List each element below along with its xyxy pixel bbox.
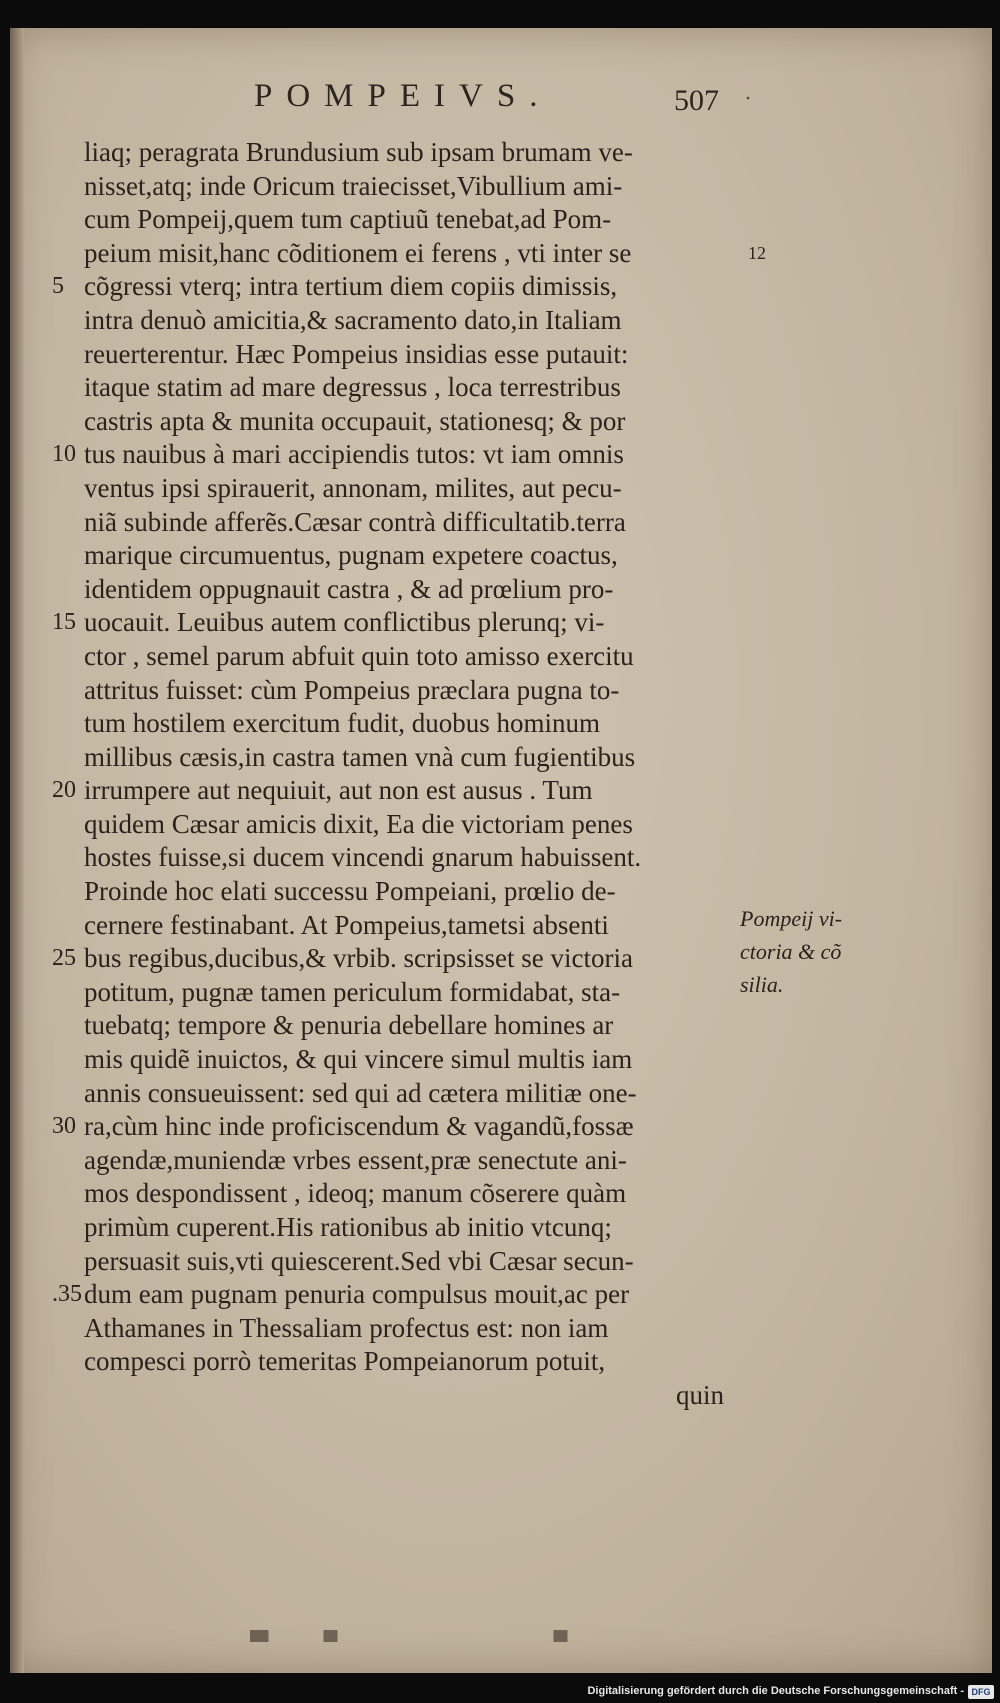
text-line-content: cum Pompeij,quem tum captiuũ tenebat,ad Pom-	[84, 204, 612, 235]
text-line-content: ra,cùm hinc inde proficiscendum & vagandũ,fossæ	[84, 1111, 634, 1142]
text-line	[52, 1278, 744, 1312]
text-line-content: reuerterentur. Hæc Pompeius insidias esse putauit:	[84, 338, 629, 369]
text-line-content: agendæ,muniendæ vrbes essent,præ senectute ani-	[84, 1144, 627, 1175]
text-line-content: persuasit suis,vti quiescerent.Sed vbi Cæsar secun-	[84, 1245, 634, 1276]
line-number: .35	[52, 1281, 82, 1308]
text-line-content: bus regibus,ducibus,& vrbib. scripsisset se victoria	[84, 943, 633, 974]
text-line-content: hostes fuisse,si ducem vincendi gnarum habuissent.	[84, 842, 642, 873]
text-line	[84, 909, 744, 943]
text-line	[52, 942, 744, 976]
text-line-content: tuebatq; tempore & penuria debellare homines ar	[84, 1010, 614, 1041]
text-line	[84, 1177, 744, 1211]
text-line	[84, 741, 744, 775]
text-line	[52, 1110, 744, 1144]
text-line-content: ventus ipsi spirauerit, annonam, milites, aut pecu-	[84, 472, 622, 503]
line-number: 10	[52, 441, 76, 468]
text-line	[52, 774, 744, 808]
line-number: 30	[52, 1113, 76, 1140]
text-line-content: nisset,atq; inde Oricum traiecisset,Vibullium ami-	[84, 170, 623, 201]
text-line-content: tus nauibus à mari accipiendis tutos: vt iam omnis	[84, 439, 624, 470]
line-number: 25	[52, 945, 76, 972]
text-line-content: castris apta & munita occupauit, stationesq; & por	[84, 405, 626, 436]
digitization-credit: Digitalisierung gefördert durch die Deutsche Forschungsgemeinschaft -	[587, 1685, 964, 1697]
text-line	[84, 1312, 744, 1346]
marginal-note-line: Pompeij vi-	[740, 906, 843, 931]
text-line	[84, 405, 744, 439]
text-line-content: niã subinde afferẽs.Cæsar contrà difficultatib.terra	[84, 506, 626, 537]
text-line-content: irrumpere aut nequiuit, aut non est ausus . Tum	[84, 775, 593, 806]
page-number: 507	[674, 84, 719, 117]
text-line-content: tum hostilem exercitum fudit, duobus hominum	[84, 708, 600, 739]
marginal-note-line: silia.	[740, 972, 784, 997]
text-line-content: millibus cæsis,in castra tamen vnà cum fugientibus	[84, 741, 636, 772]
marginal-note	[740, 902, 880, 1001]
text-line-content: liaq; peragrata Brundusium sub ipsam brumam ve-	[84, 137, 633, 167]
text-line	[84, 674, 744, 708]
text-line	[84, 841, 744, 875]
marginal-note-line: ctoria & cõ	[740, 939, 842, 964]
text-line	[84, 170, 744, 204]
dfg-logo: DFG	[968, 1685, 994, 1699]
text-line	[84, 203, 744, 237]
text-line	[84, 573, 744, 607]
margin-mark: 12	[748, 242, 766, 263]
text-line	[84, 338, 744, 372]
text-line-content: quidem Cæsar amicis dixit, Ea die victoriam penes	[84, 808, 633, 839]
text-line	[84, 506, 744, 540]
text-line-content: annis consueuissent: sed qui ad cætera militiæ one-	[84, 1077, 637, 1108]
header-mark: ·	[744, 86, 752, 112]
text-line	[84, 237, 766, 271]
text-line-content: primùm cuperent.His rationibus ab initio vtcunq;	[84, 1212, 612, 1242]
line-number: 5	[52, 273, 64, 300]
text-line	[84, 1345, 744, 1379]
text-line	[84, 539, 744, 573]
line-number: 20	[52, 777, 76, 804]
bottom-ink-marks	[250, 1630, 710, 1642]
text-line-content: itaque statim ad mare degressus , loca terrestribus	[84, 372, 621, 403]
text-line-content: cernere festinabant. At Pompeius,tametsi absenti	[84, 909, 609, 940]
text-line	[84, 875, 744, 909]
text-line-content: mis quidẽ inuictos, & qui vincere simul multis iam	[84, 1044, 633, 1075]
text-line	[84, 1245, 744, 1279]
text-line-content: peium misit,hanc cõditionem ei ferens , vti inter se	[84, 237, 632, 268]
text-line-content: dum eam pugnam penuria compulsus mouit,ac per	[84, 1279, 630, 1310]
text-line	[84, 1077, 744, 1111]
text-line-content: attritus fuisset: cùm Pompeius præclara pugna to-	[84, 674, 620, 705]
text-line	[84, 136, 744, 170]
text-line	[84, 707, 744, 741]
text-line	[84, 304, 744, 338]
text-line-content: marique circumuentus, pugnam expetere coactus,	[84, 540, 618, 571]
text-line	[84, 1211, 744, 1245]
text-line	[84, 371, 744, 405]
text-line-content: Proinde hoc elati successu Pompeiani, prœlio de-	[84, 876, 616, 907]
text-line	[84, 1043, 744, 1077]
text-line	[84, 1009, 744, 1043]
text-line-content: potitum, pugnæ tamen periculum formidabat, sta-	[84, 976, 621, 1007]
text-line-content: uocauit. Leuibus autem conflictibus plerunq; vi-	[84, 607, 605, 638]
text-line-content: identidem oppugnauit castra , & ad prœlium pro-	[84, 573, 614, 604]
text-line-content: intra denuò amicitia,& sacramento dato,in Italiam	[84, 304, 622, 335]
text-line	[52, 606, 744, 640]
text-line-content: mos despondissent , ideoq; manum cõserere quàm	[84, 1178, 627, 1209]
text-line-content: cõgressi vterq; intra tertium diem copiis dimissis,	[84, 271, 618, 302]
text-line	[84, 808, 744, 842]
running-header: POMPEIVS.	[254, 78, 552, 114]
catchword-line	[84, 1379, 744, 1413]
text-line	[84, 1144, 744, 1178]
text-line-content: ctor , semel parum abfuit quin toto amisso exercitu	[84, 640, 634, 671]
page-gutter	[10, 28, 24, 1673]
text-line	[84, 640, 744, 674]
text-line	[84, 976, 744, 1010]
text-line-content: Athamanes in Thessaliam profectus est: non iam	[84, 1312, 609, 1343]
text-line	[52, 270, 744, 304]
text-line	[52, 438, 744, 472]
text-line-content: compesci porrò temeritas Pompeianorum potuit,	[84, 1346, 606, 1377]
line-number: 15	[52, 609, 76, 636]
catchword: quin	[675, 1379, 724, 1410]
text-line	[84, 472, 744, 506]
